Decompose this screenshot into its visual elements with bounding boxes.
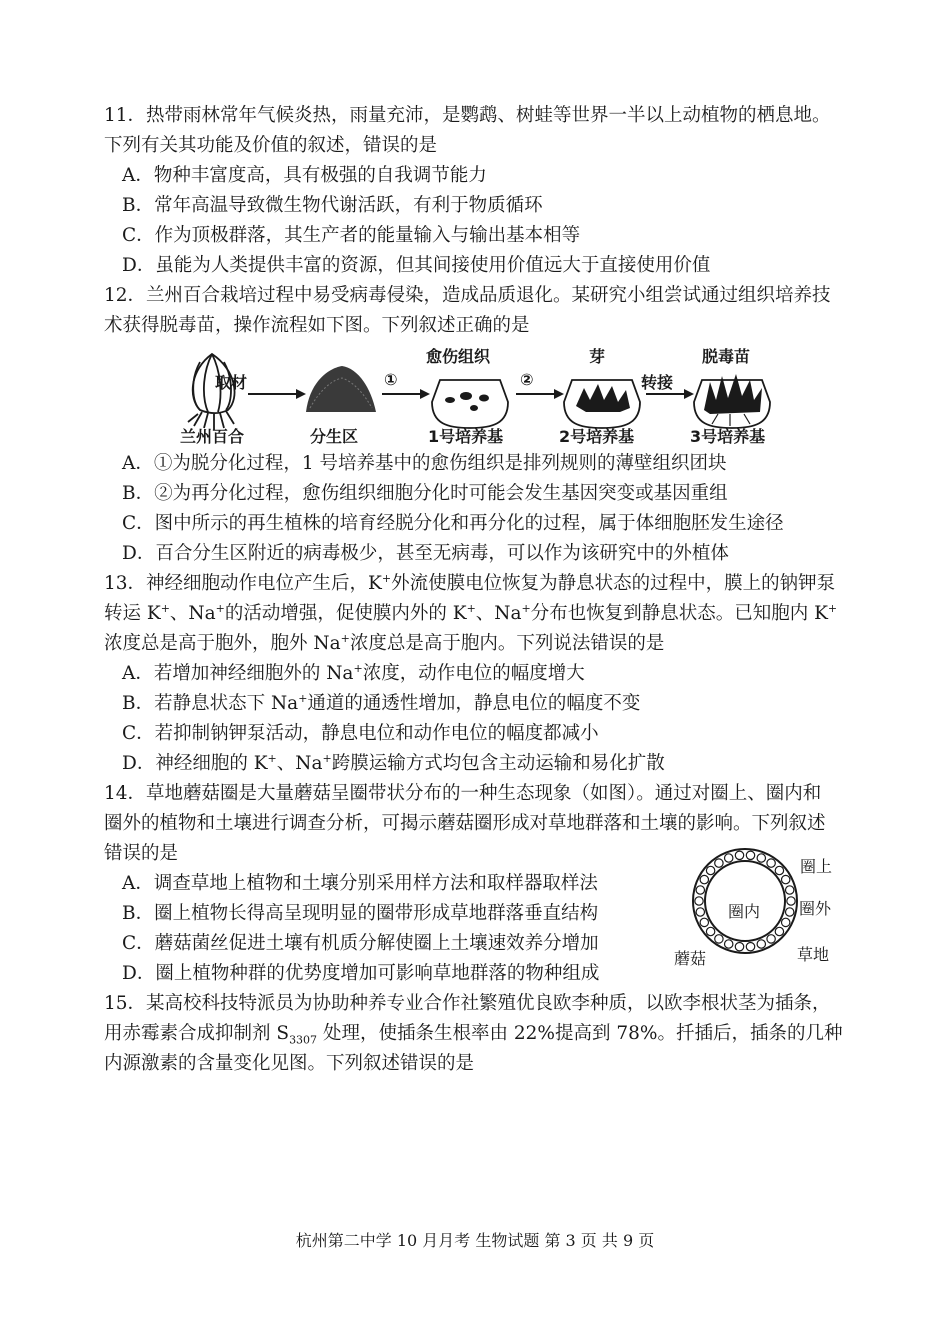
arrowhead-step1 <box>420 389 430 399</box>
mushroom-dot <box>725 854 733 862</box>
mushroom-dot <box>735 943 743 951</box>
mushroom-dot <box>706 866 714 874</box>
fig14-label-on: 圈上 <box>800 857 833 876</box>
mushroom-dot <box>725 940 733 948</box>
q15-stem-line2: 用赤霉素合成抑制剂 $S_{3307}$ 处理，使插条生根率由 22%提高到 78%。扦插后，插条的几种 <box>104 1023 843 1047</box>
fig12-label-medium3: 3号培养基 <box>690 427 766 446</box>
callus-dots <box>445 392 489 411</box>
fig12-label-take: 取材 <box>215 373 248 392</box>
bud-shapes <box>576 384 630 412</box>
q14-option-d: D．圈上植物种群的优势度增加可影响草地群落的物种组成 <box>122 963 600 984</box>
q15-stem-line1: 15．某高校科技特派员为协助种养专业合作社繁殖优良欧李种质，以欧李根状茎为插条， <box>104 993 831 1014</box>
fig12-label-step2: ② <box>520 370 534 389</box>
fig12-label-callus: 愈伤组织 <box>426 347 491 366</box>
q14-stem-line2: 圈外的植物和土壤进行调查分析，可揭示蘑菇圈形成对草地群落和土壤的影响。下列叙述 <box>104 813 826 834</box>
q13-option-b: B．若静息状态下 Na+通道的通透性增加，静息电位的幅度不变 <box>122 691 641 714</box>
q13-option-d: D．神经细胞的 K+、Na+跨膜运输方式均包含主动运输和易化扩散 <box>122 751 665 774</box>
q12-stem-line2: 术获得脱毒苗，操作流程如下图。下列叙述正确的是 <box>104 315 530 336</box>
mushroom-dot <box>746 943 754 951</box>
q11-option-c: C．作为顶极群落，其生产者的能量输入与输出基本相等 <box>122 225 581 246</box>
fig12-label-lily: 兰州百合 <box>180 427 245 446</box>
fig12-label-bud: 芽 <box>589 347 606 366</box>
mushroom-dot <box>757 940 765 948</box>
q12-option-a: A．①为脱分化过程，1 号培养基中的愈伤组织是排列规则的薄壁组织团块 <box>122 453 727 474</box>
q14-stem-line3: 错误的是 <box>104 843 179 864</box>
q14-stem-line1: 14．草地蘑菇圈是大量蘑菇呈圈带状分布的一种生态现象（如图）。通过对圈上、圈内和 <box>104 783 822 804</box>
mushroom-dot <box>715 935 723 943</box>
q13-stem-line1: 13．神经细胞动作电位产生后，K+外流使膜电位恢复为静息状态的过程中，膜上的钠钾泵 <box>104 571 836 594</box>
arrowhead-step2 <box>554 389 564 399</box>
q14-option-a: A．调查草地上植物和土壤分别采用样方法和取样器取样法 <box>122 873 598 894</box>
mushroom-dot <box>735 851 743 859</box>
fig14-label-inside: 圈内 <box>728 902 761 921</box>
mushroom-dot <box>706 927 714 935</box>
arrowhead-transfer <box>684 389 694 399</box>
q11-stem-line2: 下列有关其功能及价值的叙述，错误的是 <box>104 135 438 156</box>
page-footer: 杭州第二中学 10 月月考 生物试题 第 3 页 共 9 页 <box>295 1231 655 1250</box>
fig12-label-transfer: 转接 <box>641 373 674 392</box>
q12-option-c: C．图中所示的再生植株的培育经脱分化和再分化的过程，属于体细胞胚发生途径 <box>122 513 784 534</box>
q11-option-d: D．虽能为人类提供丰富的资源，但其间接使用价值远大于直接使用价值 <box>122 255 711 276</box>
mushroom-dot <box>696 886 704 894</box>
q12-stem-line1: 12．兰州百合栽培过程中易受病毒侵染，造成品质退化。某研究小组尝试通过组织培养技 <box>104 285 831 306</box>
mushroom-dot <box>775 866 783 874</box>
mushroom-dot <box>695 897 703 905</box>
mushroom-dot <box>786 908 794 916</box>
mushroom-dot <box>782 875 790 883</box>
mushroom-dot <box>782 918 790 926</box>
fig12-label-medium2: 2号培养基 <box>559 427 635 446</box>
mushroom-dot <box>787 897 795 905</box>
fig14-label-outside: 圈外 <box>799 899 832 918</box>
mushroom-dot <box>767 859 775 867</box>
mushroom-dot <box>700 875 708 883</box>
q11-stem-line1: 11．热带雨林常年气候炎热，雨量充沛，是鹦鹉、树蛙等世界一半以上动植物的栖息地。 <box>104 105 831 126</box>
q15-stem-line3: 内源激素的含量变化见图。下列叙述错误的是 <box>104 1053 475 1074</box>
fig12-label-seedling: 脱毒苗 <box>702 347 751 366</box>
q12-option-b: B．②为再分化过程，愈伤组织细胞分化时可能会发生基因突变或基因重组 <box>122 483 728 504</box>
mushroom-dot <box>775 927 783 935</box>
q11-option-a: A．物种丰富度高，具有极强的自我调节能力 <box>122 165 487 186</box>
arrowhead-take <box>296 389 306 399</box>
q13-stem-line3: 浓度总是高于胞外，胞外 Na+浓度总是高于胞内。下列说法错误的是 <box>104 631 665 654</box>
fig14-label-grass: 草地 <box>797 945 830 964</box>
medium1-flask-icon <box>432 380 508 428</box>
q13-option-c: C．若抑制钠钾泵活动，静息电位和动作电位的幅度都减小 <box>122 723 599 744</box>
mushroom-dot <box>767 935 775 943</box>
mushroom-dot <box>715 859 723 867</box>
fig12-label-meristem: 分生区 <box>310 427 359 446</box>
fig14-label-mushroom: 蘑菇 <box>674 949 707 968</box>
fig12-label-medium1: 1号培养基 <box>428 427 504 446</box>
q13-option-a: A．若增加神经细胞外的 Na+浓度，动作电位的幅度增大 <box>122 661 585 684</box>
q12-option-d: D．百合分生区附近的病毒极少，甚至无病毒，可以作为该研究中的外植体 <box>122 543 729 564</box>
mushroom-dot <box>700 918 708 926</box>
mushroom-dot <box>746 851 754 859</box>
q11-option-b: B．常年高温导致微生物代谢活跃，有利于物质循环 <box>122 195 543 216</box>
meristem-icon <box>306 366 376 412</box>
q14-option-c: C．蘑菇菌丝促进土壤有机质分解使圈上土壤速效养分增加 <box>122 933 599 954</box>
fig12-label-step1: ① <box>384 370 398 389</box>
q14-option-b: B．圈上植物长得高呈现明显的圈带形成草地群落垂直结构 <box>122 903 599 924</box>
q13-stem-line2: 转运 K+、Na+的活动增强，促使膜内外的 K+、Na+分布也恢复到静息状态。已知胞内 K+ <box>104 601 838 624</box>
mushroom-dot <box>786 886 794 894</box>
mushroom-dot <box>696 908 704 916</box>
mushroom-dot <box>757 854 765 862</box>
